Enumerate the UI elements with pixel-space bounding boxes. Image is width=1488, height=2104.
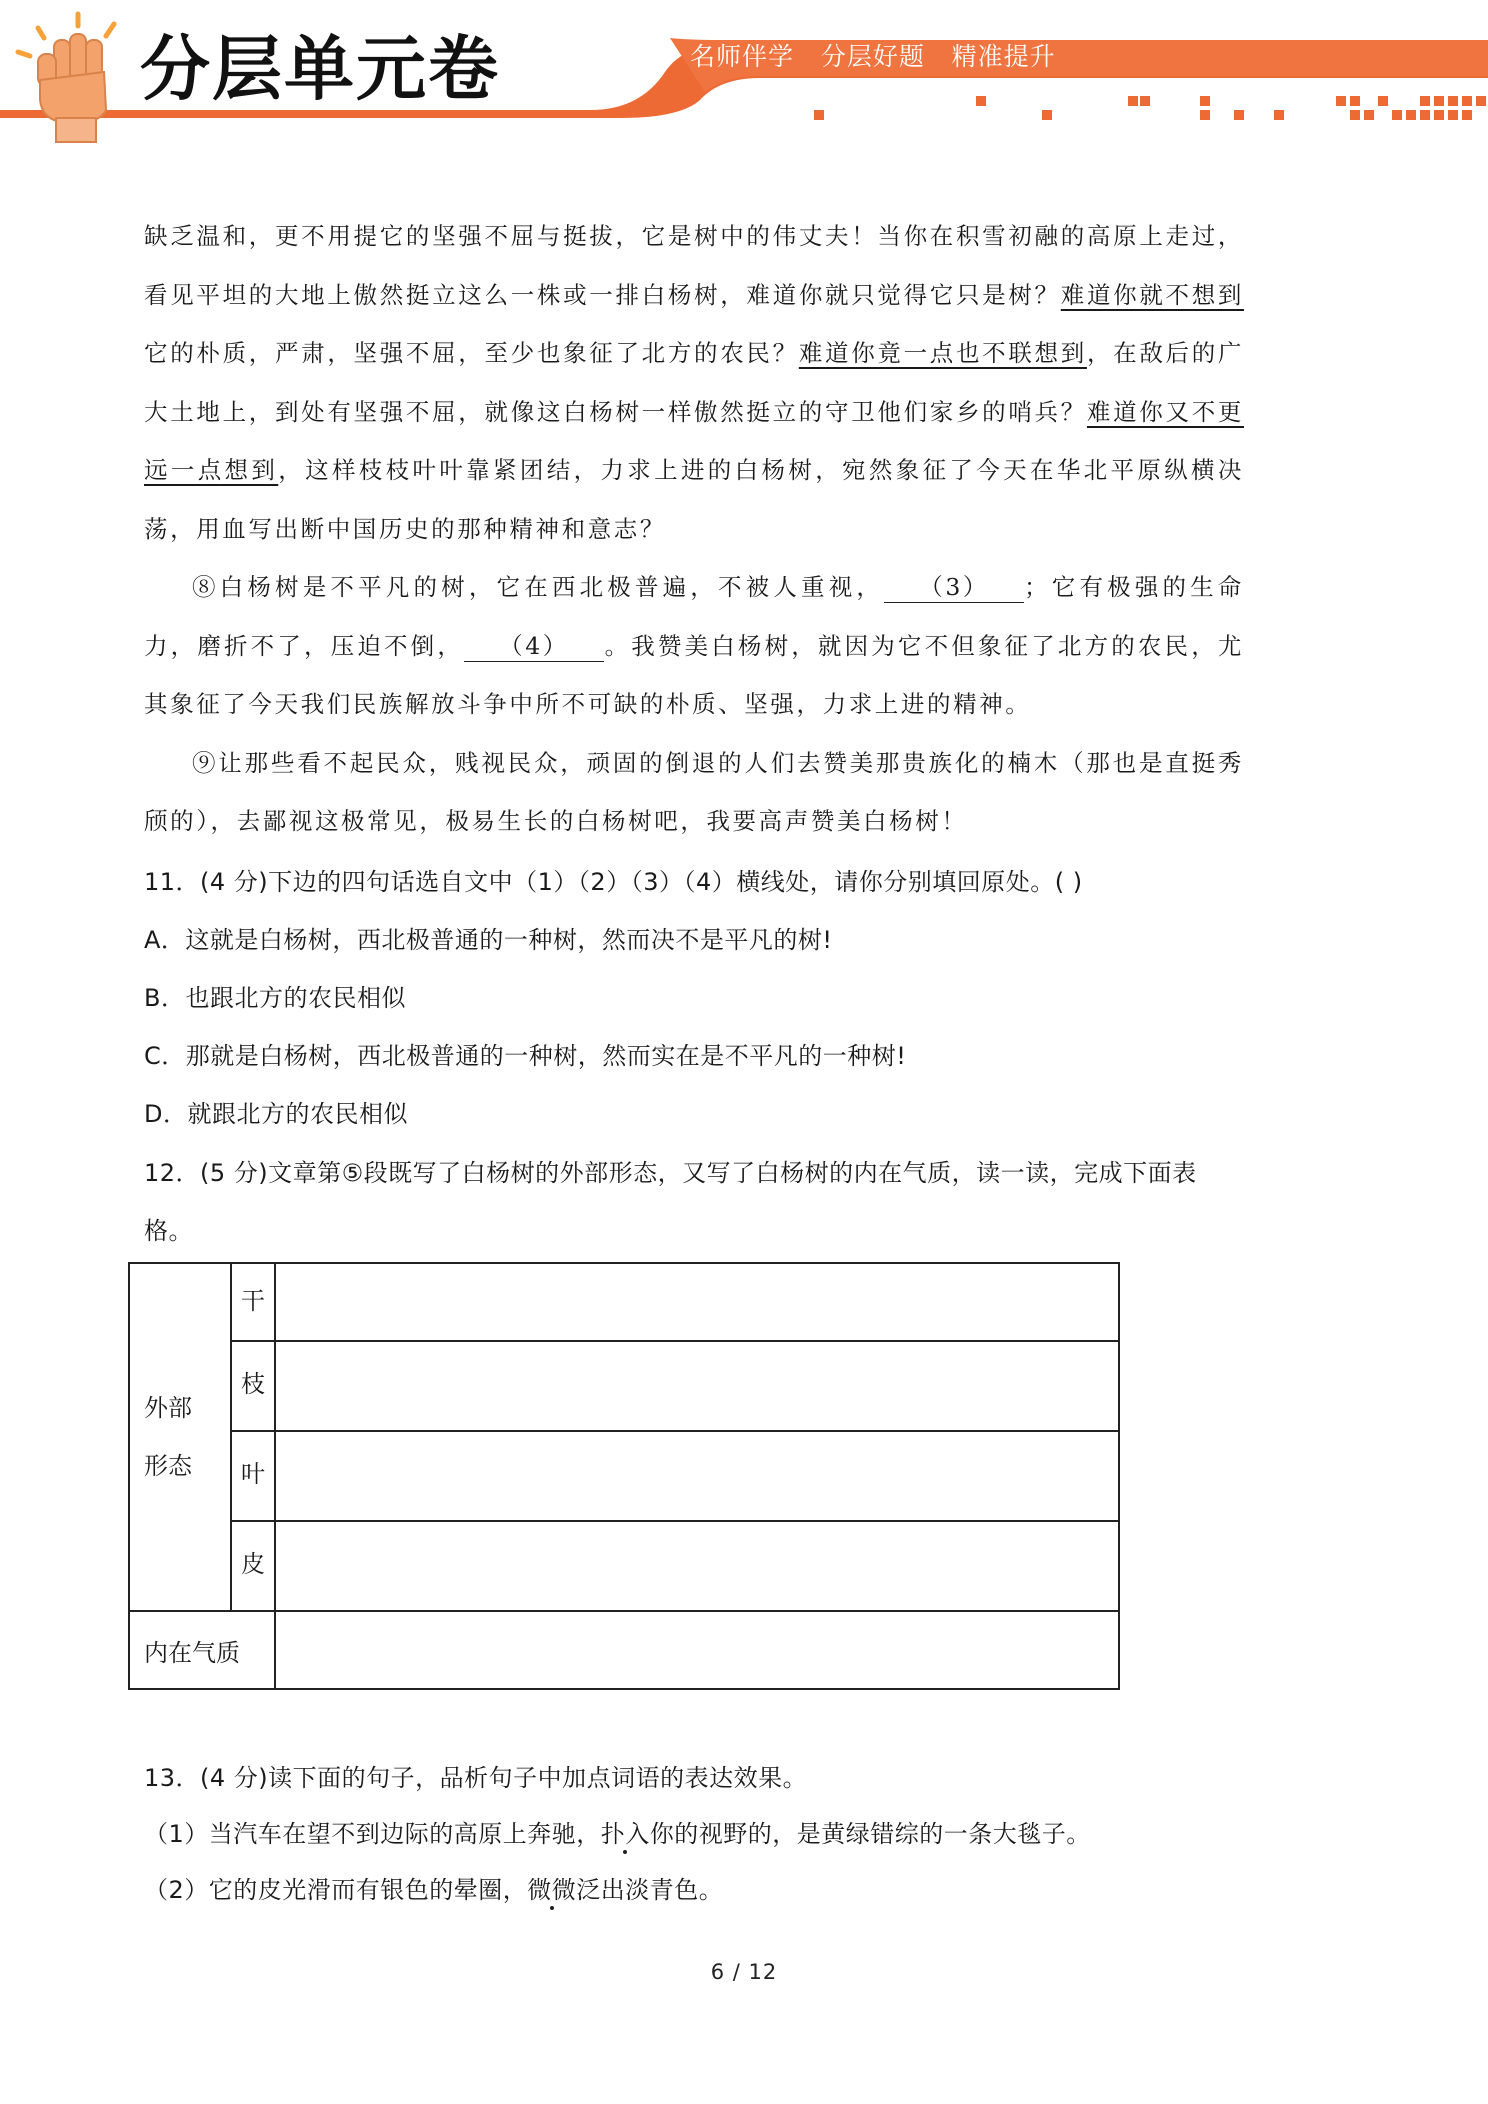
- passage-text: 缺乏温和，更不用提它的坚强不屈与挺拔，它是树中的伟丈夫！当你在积雪初融的高原上走过，看见平坦的大地上傲然挺立这么一株或一排白杨树，难道你就只觉得它只是树？: [144, 222, 1244, 309]
- passage-text: ，这样枝枝叶叶靠紧团结，力求上进的白杨树，宛然象征了今天在华北平原纵横决荡，用血写出断中国历史的那种精神和意志？: [144, 456, 1245, 543]
- blank-4[interactable]: （4）: [464, 631, 604, 662]
- option-a[interactable]: A．这就是白杨树，西北极普通的一种树，然而决不是平凡的树!: [144, 926, 833, 954]
- passage-text: 。我赞美白杨树，就因为它不但象征了北方的农民，尤其象征了今天我们民族解放斗争中所不可缺的朴质、坚强，力求上进的精神。: [144, 631, 1244, 718]
- row-label-branch: 枝: [231, 1341, 275, 1431]
- dotted-word: 微微: [527, 1876, 577, 1904]
- sentence-text: 泛出淡青色。: [576, 1876, 724, 1904]
- brand-title: 分层单元卷: [140, 28, 500, 110]
- underlined-phrase: 难道你就不想到: [1060, 280, 1245, 309]
- underlined-phrase: 难道你又不更远一点想到: [144, 397, 1244, 484]
- question-13: [144, 1750, 1244, 1918]
- sentence-text: （2）它的皮光滑而有银色的晕圈，: [144, 1876, 528, 1904]
- sentence-text: 你的视野的，是黄绿错综的一条大毯子。: [649, 1820, 1091, 1848]
- blank-3[interactable]: （3）: [884, 572, 1024, 603]
- passage: [144, 207, 1244, 851]
- passage-text: 它的朴质，严肃，坚强不屈，至少也象征了北方的农民？: [144, 339, 799, 367]
- answer-table: [128, 1262, 1120, 1690]
- page-number: 6 / 12: [710, 1960, 778, 1984]
- header-slogan: 名师伴学 分层好题 精准提升: [690, 42, 1056, 71]
- passage-text: ，在敌后的广大土地上，到处有坚强不屈，就像这白杨树一样傲然挺立的守卫他们家乡的哨兵？: [144, 339, 1244, 426]
- dotted-word: 扑入: [600, 1820, 650, 1848]
- sentence-text: （1）当汽车在望不到边际的高原上奔驰，: [144, 1820, 601, 1848]
- question-12: [144, 1144, 1244, 1260]
- option-b[interactable]: B．也跟北方的农民相似: [144, 984, 406, 1012]
- answer-cell-trunk[interactable]: [275, 1263, 1119, 1341]
- passage-text: ；它有极强的生命力，磨折不了，压迫不倒，: [144, 573, 1244, 660]
- answer-cell-bark[interactable]: [275, 1521, 1119, 1611]
- passage-paragraph-8: [144, 558, 1244, 734]
- answer-cell-leaf[interactable]: [275, 1431, 1119, 1521]
- outer-form-label-2: 形态: [144, 1452, 192, 1480]
- row-label-trunk: 干: [231, 1263, 275, 1341]
- question-11: [144, 853, 1244, 1143]
- page-header: [0, 0, 1488, 150]
- row-label-bark: 皮: [231, 1521, 275, 1611]
- outer-form-label: [129, 1263, 231, 1611]
- row-label-leaf: 叶: [231, 1431, 275, 1521]
- question-12-stem: 12．(5 分)文章第⑤段既写了白杨树的外部形态，又写了白杨树的内在气质，读一读，完成下面表格。: [144, 1159, 1197, 1245]
- question-11-stem: 11．(4 分)下边的四句话选自文中（1）（2）（3）（4）横线处，请你分别填回原处。( ): [144, 868, 1083, 896]
- passage-paragraph-9: ⑨让那些看不起民众，贱视民众，顽固的倒退的人们去赞美那贵族化的楠木（那也是直挺秀颀的），去鄙视这极常见，极易生长的白杨树吧，我要高声赞美白杨树！: [144, 748, 1244, 835]
- answer-cell-branch[interactable]: [275, 1341, 1119, 1431]
- answer-cell-inner[interactable]: [275, 1611, 1119, 1689]
- inner-quality-label: 内在气质: [129, 1611, 275, 1689]
- passage-paragraph-7: [144, 207, 1244, 558]
- passage-text: ⑧白杨树是不平凡的树，它在西北极普遍，不被人重视，: [192, 573, 885, 601]
- fist-icon: [10, 10, 130, 150]
- option-d[interactable]: D．就跟北方的农民相似: [144, 1100, 408, 1128]
- question-13-stem: 13．(4 分)读下面的句子，品析句子中加点词语的表达效果。: [144, 1764, 808, 1792]
- underlined-phrase: 难道你竟一点也不联想到: [798, 339, 1087, 367]
- option-c[interactable]: C．那就是白杨树，西北极普通的一种树，然而实在是不平凡的一种树!: [144, 1042, 907, 1070]
- outer-form-label-1: 外部: [144, 1394, 192, 1422]
- sentence-1: [144, 1806, 1244, 1862]
- sentence-2: [144, 1862, 1244, 1918]
